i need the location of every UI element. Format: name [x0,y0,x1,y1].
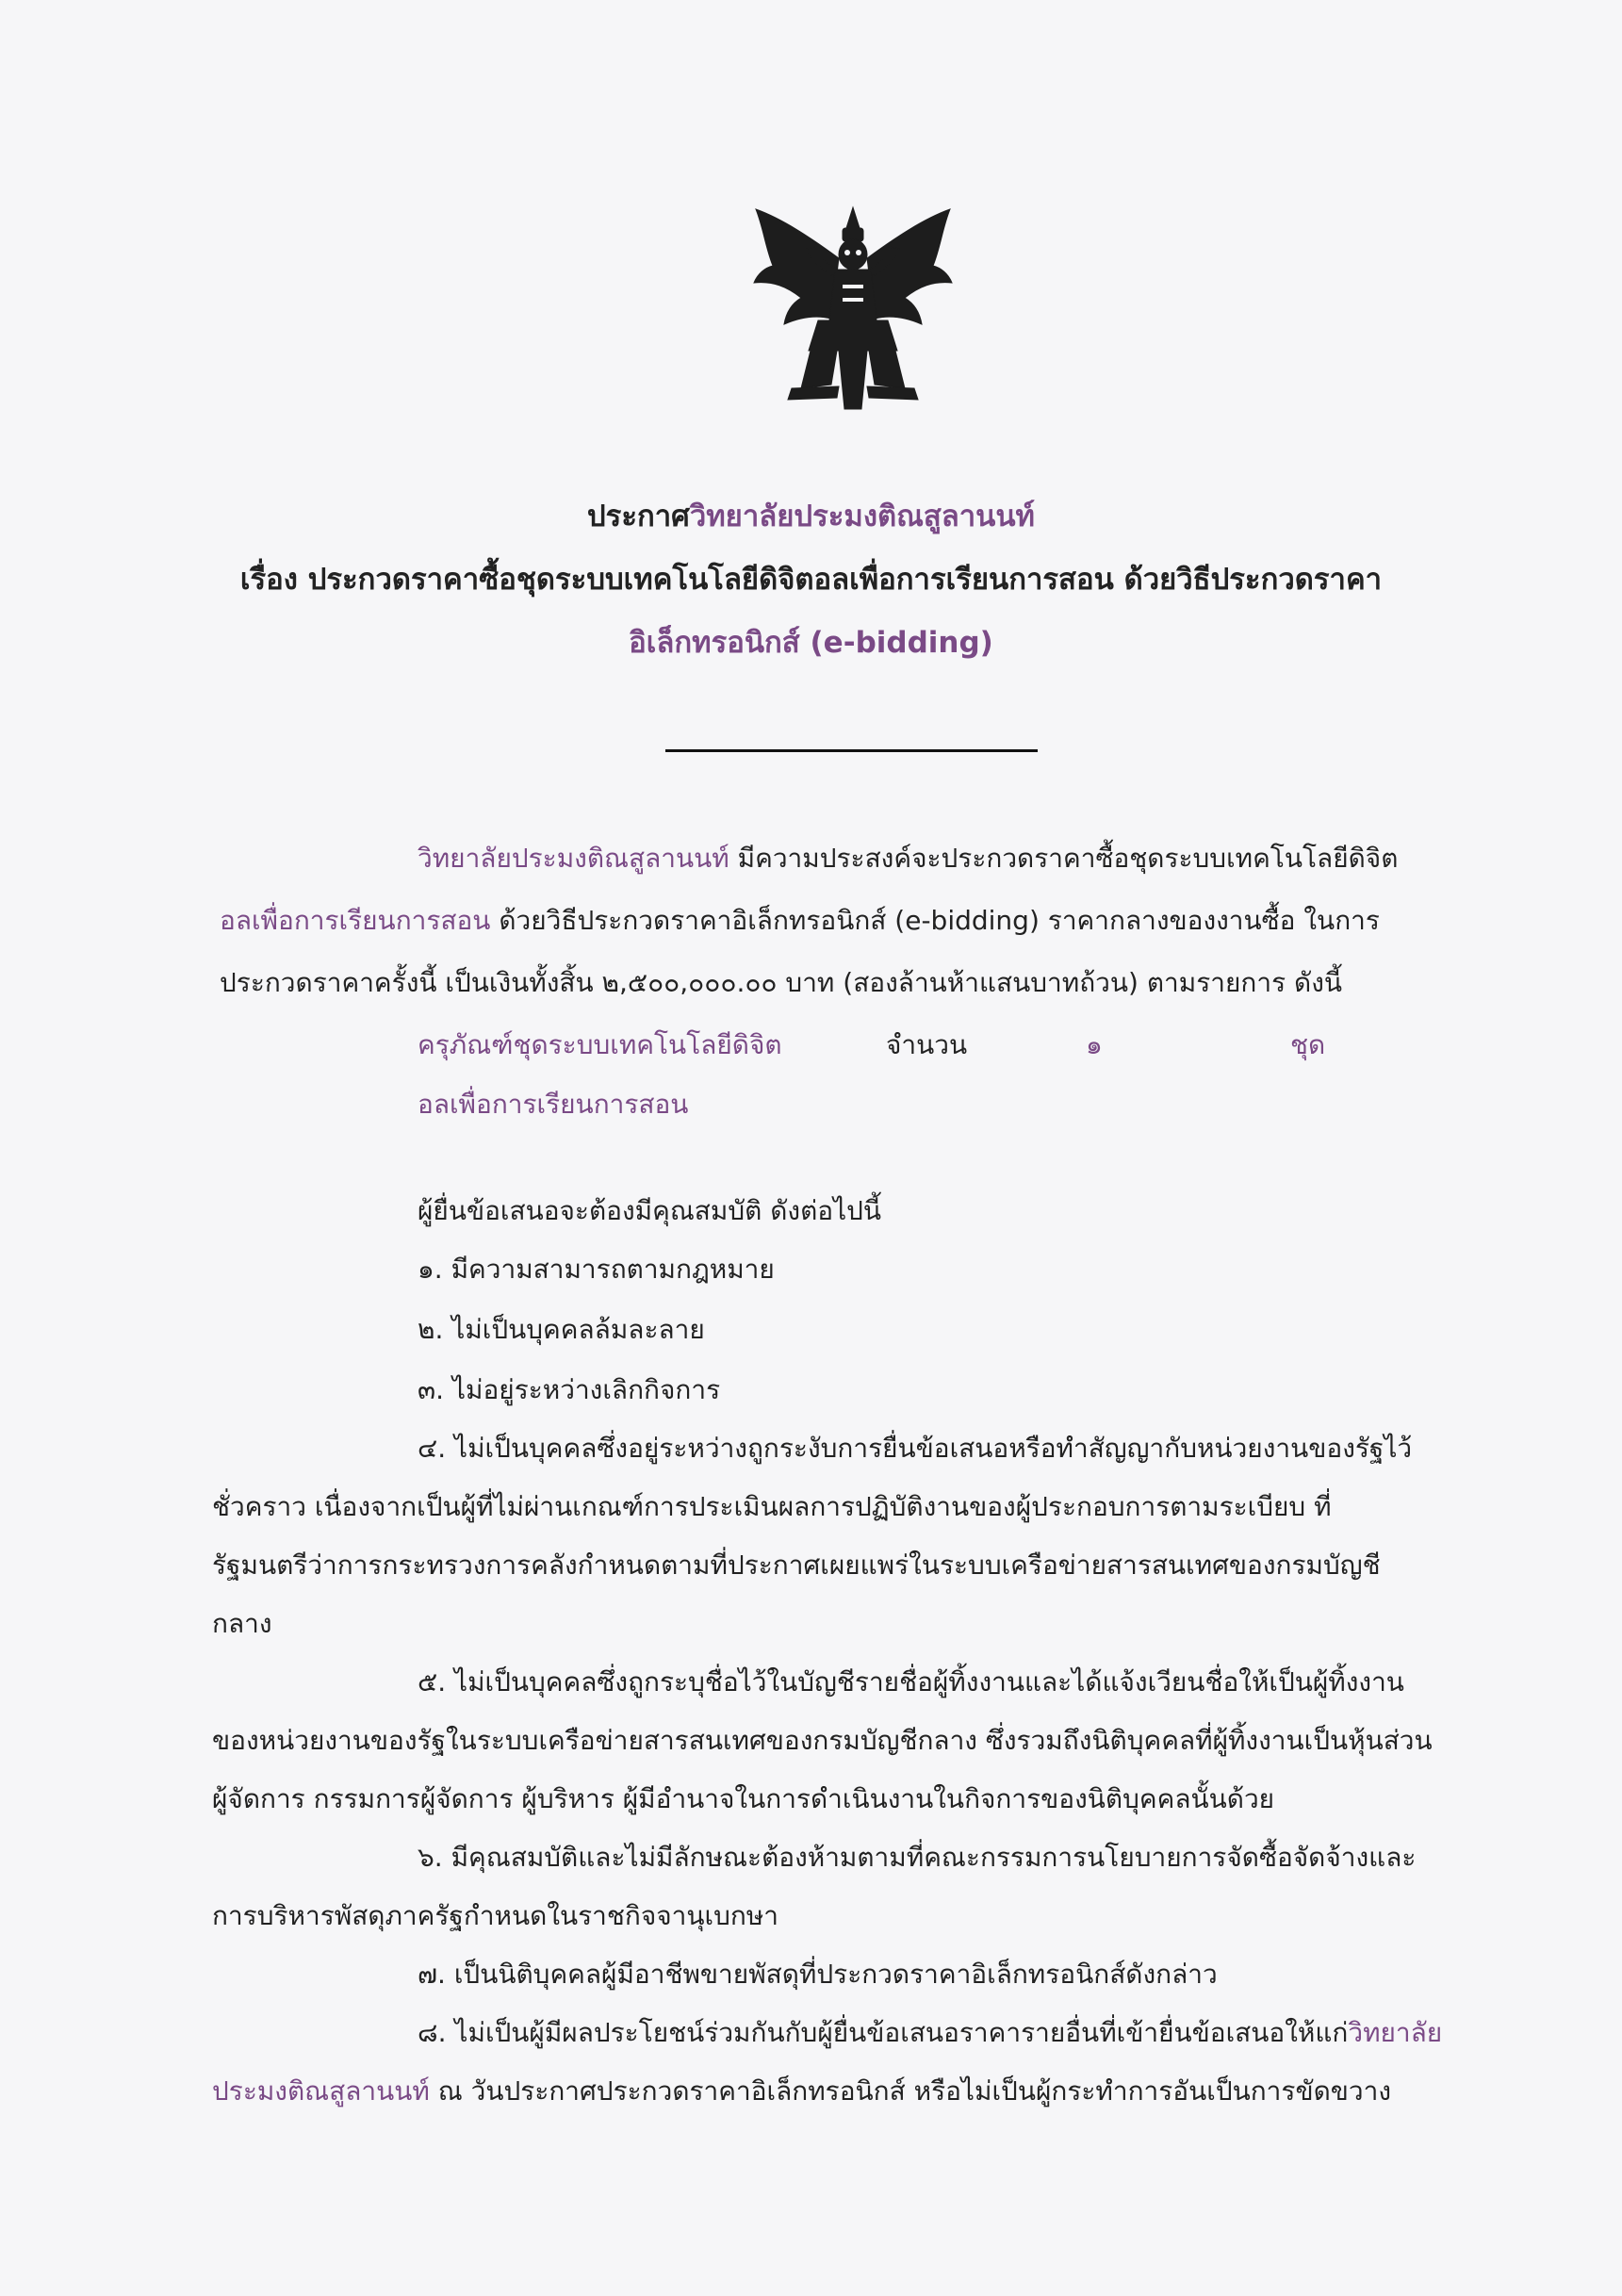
title-prefix: ประกาศ [586,500,690,533]
qualification-7: ๗. เป็นนิติบุคคลผู้มีอาชีพขายพัสดุที่ประกวดราคาอิเล็กทรอนิกส์ดังกล่าว [418,1959,1218,1990]
qualification-5-line-1: ๕. ไม่เป็นบุคคลซึ่งถูกระบุชื่อไว้ในบัญชีรายชื่อผู้ทิ้งงานและได้แจ้งเวียนชื่อให้เป็นผู้ทิ้งงาน [418,1666,1404,1697]
qualification-2: ๒. ไม่เป็นบุคคลล้มละลาย [418,1314,705,1345]
intro-line-3 [220,964,1342,1002]
qualification-8-line-2 [212,2073,1391,2110]
subject-line-1: ประกวดราคาซื้อชุดระบบเทคโนโลยีดิจิตอลเพื่อการเรียนการสอน ด้วยวิธีประกวดราคา [307,563,1383,597]
qualification-4-line-3: รัฐมนตรีว่าการกระทรวงการคลังกำหนดตามที่ประกาศเผยแพร่ในระบบเครือข่ายสารสนเทศของกรมบัญชี [212,1550,1381,1581]
announcement-title [0,496,1622,537]
title-organization: วิทยาลัยประมงติณสูลานนท์ [689,500,1035,533]
subject-label: เรื่อง [239,563,298,597]
qualification-3: ๓. ไม่อยู่ระหว่างเลิกกิจการ [418,1374,721,1405]
item-quantity-label: จำนวน [886,1029,968,1060]
item-name-line-1: ครุภัณฑ์ชุดระบบเทคโนโลยีดิจิต [418,1029,782,1060]
qualification-6-line-2: การบริหารพัสดุภาครัฐกำหนดในราชกิจจานุเบกษา [212,1900,779,1931]
announcement-subject [0,559,1622,600]
item-quantity: ๑ [1086,1029,1103,1060]
qualification-4-line-1: ๔. ไม่เป็นบุคคลซึ่งอยู่ระหว่างถูกระงับการยื่นข้อเสนอหรือทำสัญญากับหน่วยงานของรัฐไว้ [418,1433,1413,1464]
intro-line-2 [220,902,1380,940]
qualification-8-line-1-text: ๘. ไม่เป็นผู้มีผลประโยชน์ร่วมกันกับผู้ยื่นข้อเสนอราคารายอื่นที่เข้ายื่นข้อเสนอให้แก่ [418,2017,1349,2048]
qualification-8-line-1 [418,2014,1442,2052]
intro-line-3-b: บาท (สองล้านห้าแสนบาทถ้วน) ตามรายการ ดังนี้ [777,967,1343,998]
intro-line-2-purple: อลเพื่อการเรียนการสอน [220,905,491,936]
item-name-line-2: อลเพื่อการเรียนการสอน [418,1089,689,1120]
qualification-1: ๑. มีความสามารถตามกฎหมาย [418,1254,775,1285]
intro-line-2-text: ด้วยวิธีประกวดราคาอิเล็กทรอนิกส์ (e-bidding) ราคากลางของงานซื้อ ในการ [490,905,1380,936]
title-divider [665,749,1038,752]
qualification-8-organization-a: วิทยาลัย [1348,2017,1443,2048]
qualification-4-line-2: ชั่วคราว เนื่องจากเป็นผู้ที่ไม่ผ่านเกณฑ์การประเมินผลการปฏิบัติงานของผู้ประกอบการตามระเบียบ ที่ [212,1491,1332,1522]
budget-amount: ๒,๕๐๐,๐๐๐.๐๐ [601,967,778,998]
qualification-6-line-1: ๖. มีคุณสมบัติและไม่มีลักษณะต้องห้ามตามที่คณะกรรมการนโยบายการจัดซื้อจัดจ้างและ [418,1842,1417,1873]
garuda-emblem [745,200,961,417]
intro-line-1-text: มีความประสงค์จะประกวดราคาซื้อชุดระบบเทคโนโลยีดิจิต [729,843,1399,874]
qualification-4-line-4: กลาง [212,1608,272,1639]
qualification-5-line-3: ผู้จัดการ กรรมการผู้จัดการ ผู้บริหาร ผู้มีอำนาจในการดำเนินงานในกิจการของนิติบุคคลนั้นด้วย [212,1783,1275,1814]
subject-line-2: อิเล็กทรอนิกส์ (e-bidding) [629,626,993,660]
qualifications-heading: ผู้ยื่นข้อเสนอจะต้องมีคุณสมบัติ ดังต่อไปนี้ [418,1195,882,1226]
intro-line-1 [418,840,1398,877]
intro-line-3-a: ประกวดราคาครั้งนี้ เป็นเงินทั้งสิ้น [220,967,602,998]
qualification-8-organization-b: ประมงติณสูลานนท์ [212,2075,430,2107]
qualification-8-line-2-text: ณ วันประกาศประกวดราคาอิเล็กทรอนิกส์ หรือไม่เป็นผู้กระทำการอันเป็นการขัดขวาง [429,2075,1392,2107]
intro-organization: วิทยาลัยประมงติณสูลานนท์ [418,843,729,874]
subject-line-2-row [0,622,1622,664]
item-unit: ชุด [1290,1029,1326,1060]
qualification-5-line-2: ของหน่วยงานของรัฐในระบบเครือข่ายสารสนเทศของกรมบัญชีกลาง ซึ่งรวมถึงนิติบุคคลที่ผู้ทิ้งงานเป็นหุ้นส่วน [212,1725,1433,1756]
